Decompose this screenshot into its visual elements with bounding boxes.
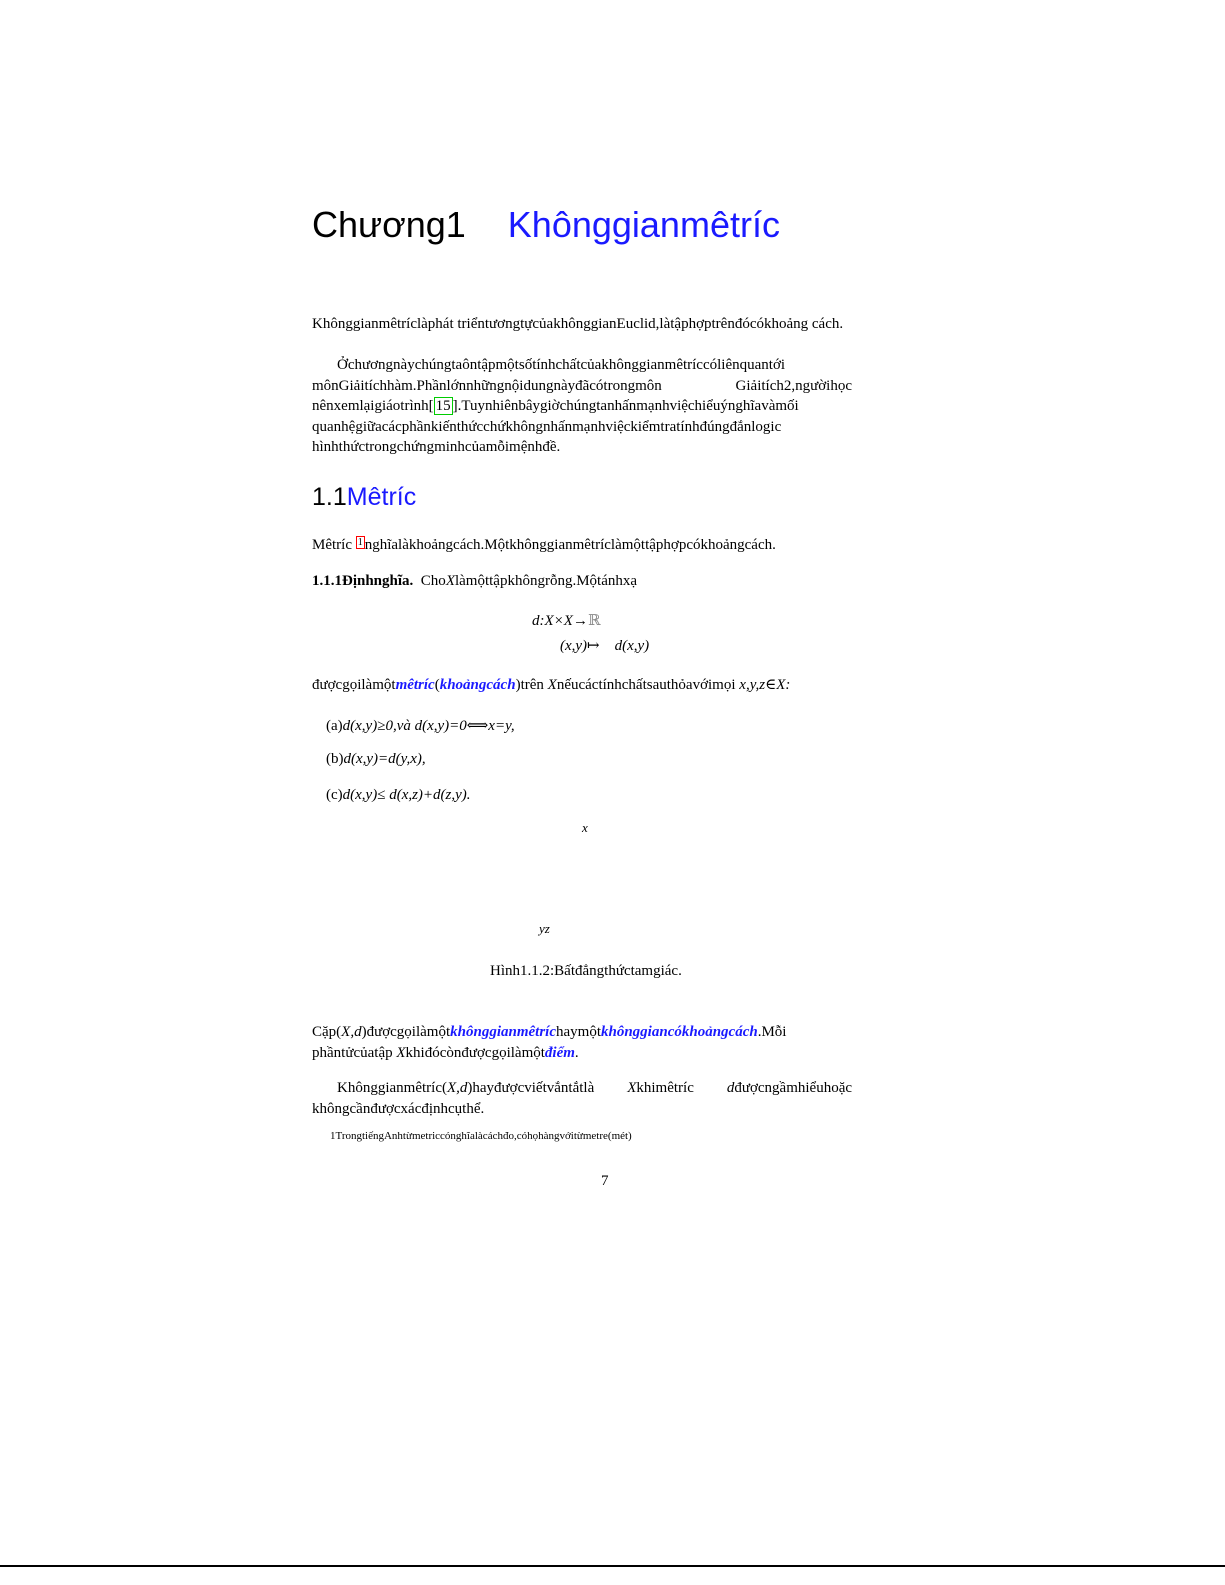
- figure-label-x: x: [582, 820, 588, 835]
- called-var-x: X: [547, 677, 557, 693]
- pair-text-2: )đượcgọilàmột: [361, 1024, 451, 1040]
- shorthand-text-3: khimêtríc: [636, 1080, 727, 1096]
- footnote-link[interactable]: 1: [357, 537, 363, 548]
- property-a-label: (a): [326, 718, 343, 734]
- property-b: [326, 751, 426, 768]
- map-value: d(x,y): [614, 638, 650, 654]
- shorthand-text-1: Khônggianmêtríc(: [337, 1080, 447, 1096]
- paren-open: (: [434, 677, 440, 693]
- pair-text-1: Cặp(: [312, 1024, 342, 1040]
- chapter-title: [312, 204, 780, 246]
- property-a-text: d(x,y)≥0,và d(x,y)=0⟺x=y,: [342, 718, 515, 734]
- pair-var-2: X: [396, 1044, 406, 1061]
- definition-called: [312, 675, 790, 694]
- intro-text-before: Ởchươngnàychúngtaôntậpmộtsốtínhchấtcủakhônggianmêtríccóliênquantới mônGiảitíchhàm.Phầnlớnnhữngnộidungnàyđãcótrongmôn Giảitích2,ngườihọc nênxemlạigiáotrình[: [312, 357, 852, 414]
- map-line-2: [560, 636, 649, 655]
- map-domain: d:X×X→: [532, 613, 588, 629]
- pair-text-3: haymột: [556, 1024, 601, 1040]
- property-c: [326, 787, 471, 804]
- shorthand-var-3: d: [726, 1080, 735, 1096]
- term-point: điểm: [544, 1044, 575, 1061]
- metric-intro: [312, 537, 776, 554]
- property-c-label: (c): [326, 787, 343, 803]
- figure-label-yz: yz: [539, 921, 550, 936]
- shorthand-var-2: X: [627, 1080, 637, 1096]
- definition-text-2: làmộttậpkhôngrỗng.Mộtánhxạ: [454, 573, 638, 589]
- map-line-1: [532, 611, 600, 630]
- term-distance: khoảngcách: [439, 677, 516, 693]
- chapter-label: Chương1: [312, 204, 466, 245]
- pair-text-6: .: [574, 1044, 579, 1061]
- figure-caption: Hình1.1.2:Bấtđẳngthứctamgiác.: [490, 963, 682, 979]
- definition-line: [312, 573, 637, 590]
- page-number: 7: [601, 1173, 609, 1189]
- pair-text-5: khiđócònđượcgọilàmột: [405, 1044, 545, 1061]
- paren-close: ): [515, 677, 521, 693]
- property-b-label: (b): [326, 751, 344, 767]
- intro-paragraph-1: Khônggianmêtríclàphát triểntươngtựcủakhônggianEuclid,làtậphợptrênđócókhoảng cách.: [312, 316, 844, 332]
- term-metric: mêtríc: [395, 677, 435, 693]
- shorthand-text-4: đượcngầmhiểuhoặc khôngcầnđượcxácđịnhcụthể.: [312, 1080, 853, 1117]
- shorthand-paragraph: [312, 1078, 852, 1119]
- property-c-text: d(x,y)≤ d(x,z)+d(z,y).: [342, 787, 471, 803]
- property-b-text: d(x,y)=d(y,x),: [343, 751, 426, 767]
- map-arg: (x,y)↦: [560, 638, 600, 654]
- section-name: Mêtríc: [346, 483, 417, 511]
- citation-link[interactable]: 15: [435, 398, 451, 414]
- called-vars: x,y,z∈X:: [739, 677, 791, 693]
- chapter-name: Khônggianmêtríc: [507, 204, 780, 245]
- definition-label: 1.1.1Địnhnghĩa.: [312, 573, 414, 589]
- metric-intro-end: nghĩalàkhoảngcách.Mộtkhônggianmêtríclàmộttậphợpcókhoảngcách.: [364, 537, 776, 553]
- called-text-1: đượcgọilàmột: [312, 677, 396, 693]
- metric-intro-start: Mêtríc: [312, 537, 356, 553]
- definition-text-1: Cho: [420, 573, 446, 589]
- section-heading: [312, 483, 416, 512]
- shorthand-var-1: X,d: [446, 1080, 468, 1096]
- footnote-text: TrongtiếngAnhtừmetriccónghĩalàcáchđo,cóhọhàngvớitừmetre(mét): [335, 1130, 632, 1142]
- pair-var-1: X,d: [341, 1024, 362, 1040]
- term-metric-space: khônggianmêtríc: [450, 1024, 556, 1040]
- map-codomain: ℝ: [587, 613, 601, 629]
- called-text-3: nếucáctínhchấtsauthỏavớimọi: [556, 677, 740, 693]
- section-number: 1.1: [312, 483, 347, 511]
- footnote-mark: 1: [330, 1130, 336, 1142]
- bottom-rule: [0, 1565, 1225, 1567]
- shorthand-text-2: )hayđượcviếtvắntắtlà: [467, 1080, 628, 1096]
- property-a: [326, 716, 515, 735]
- term-distance-space: khônggiancókhoảngcách: [601, 1024, 758, 1040]
- footnote: [330, 1130, 632, 1142]
- intro-paragraph-2: [312, 355, 852, 458]
- intro-text-after: ].Tuynhiênbâygiờchúngtanhấnmạnhviệchiểuýnghĩavàmối quanhệgiữacácphầnkiếnthứcchứkhôngnhấnmạnhviệckiểmtratínhđúngđắnlogic hìnhthứctrongchứngminhcủamỗimệnhđề.: [312, 398, 799, 455]
- pair-text-4: .Mỗi phầntửcủatập: [312, 1024, 787, 1061]
- called-text-2: trên: [520, 677, 548, 693]
- pair-paragraph: [312, 1022, 852, 1063]
- definition-var-x: X: [445, 573, 455, 589]
